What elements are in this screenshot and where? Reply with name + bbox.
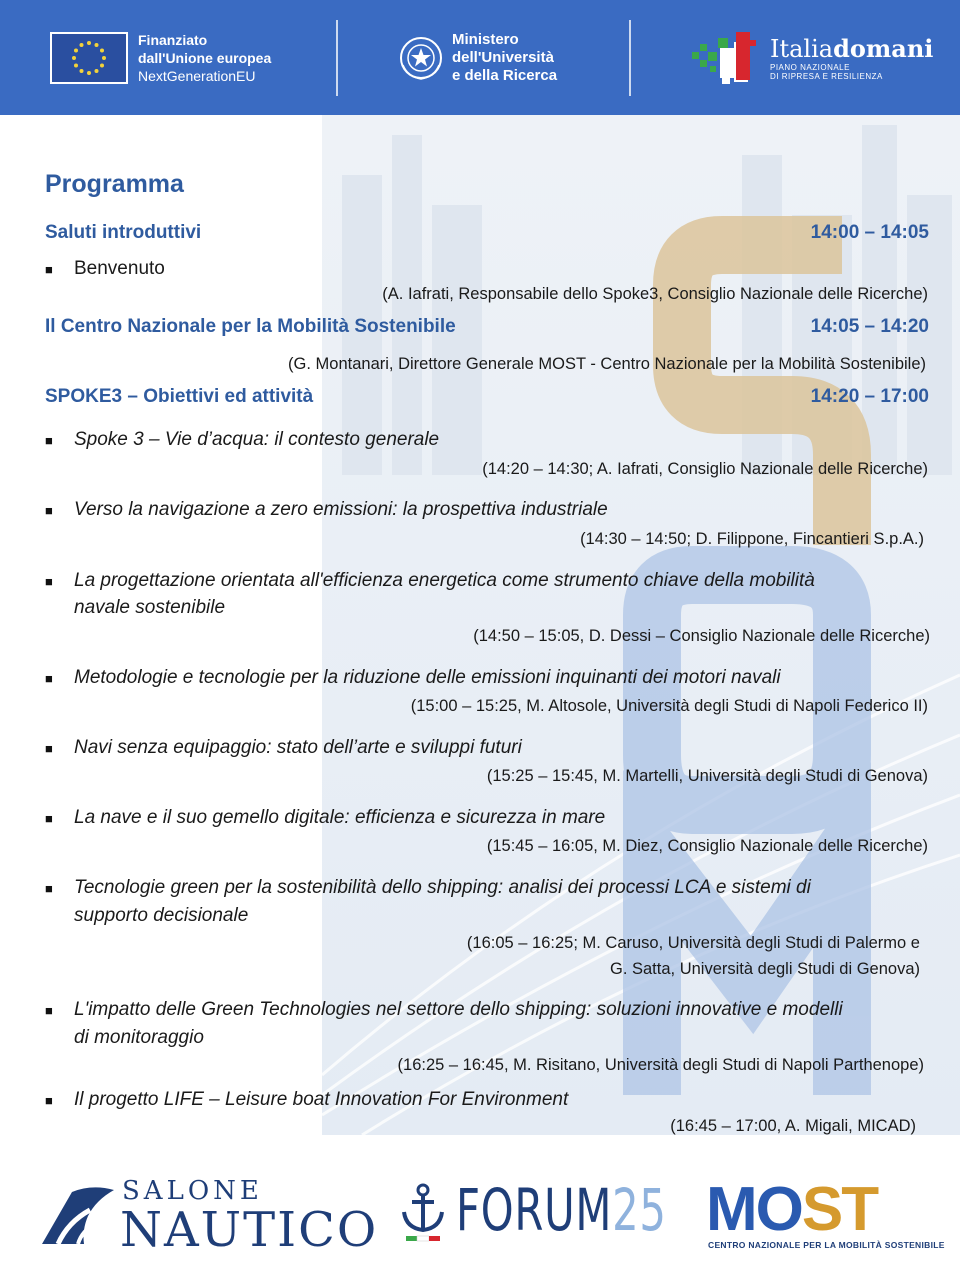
most-letters-st: ST	[801, 1175, 878, 1244]
bullet-icon: ■	[45, 433, 53, 448]
talk-title-continued: di monitoraggio	[74, 1027, 204, 1048]
forum-number: 25	[612, 1176, 667, 1244]
bullet-icon: ■	[45, 1003, 53, 1018]
section-label: SPOKE3 – Obiettivi ed attività	[45, 386, 314, 407]
speaker-credit-continued: G. Satta, Università degli Studi di Genova)	[610, 960, 920, 978]
talk-title: Verso la navigazione a zero emissioni: la prospettiva industriale	[74, 499, 608, 520]
bullet-icon: ■	[45, 503, 53, 518]
speaker-credit: (A. Iafrati, Responsabile dello Spoke3, Consiglio Nazionale delle Ricerche)	[382, 285, 928, 303]
eu-line3: NextGenerationEU	[138, 67, 256, 84]
talk-title: Tecnologie green per la sostenibilità dello shipping: analisi dei processi LCA e sistemi di	[74, 877, 811, 898]
speaker-credit: (15:00 – 15:25, M. Altosole, Università degli Studi di Napoli Federico II)	[410, 697, 928, 715]
forum-text	[456, 1176, 667, 1244]
italiadomani-sub1: PIANO NAZIONALE	[770, 62, 850, 72]
list-item: Benvenuto	[74, 258, 165, 279]
bullet-icon: ■	[45, 741, 53, 756]
talk-title-continued: navale sostenibile	[74, 597, 226, 618]
bullet-icon: ■	[45, 262, 53, 277]
ministry-line3: e della Ricerca	[452, 66, 558, 84]
section-label: Saluti introduttivi	[45, 222, 202, 243]
talk-title: L'impatto delle Green Technologies nel settore dello shipping: soluzioni innovative e modelli	[74, 999, 843, 1020]
talk-title: Il progetto LIFE – Leisure boat Innovation For Environment	[74, 1089, 569, 1110]
talk-title: Spoke 3 – Vie d’acqua: il contesto generale	[74, 429, 440, 450]
talk-title: Navi senza equipaggio: stato dell’arte e sviluppi futuri	[74, 737, 522, 758]
speaker-credit: (G. Montanari, Direttore Generale MOST - Centro Nazionale per la Mobilità Sostenibile)	[288, 355, 926, 373]
most-subtitle: CENTRO NAZIONALE PER LA MOBILITÀ SOSTENIBILE	[708, 1240, 945, 1250]
talk-title: La progettazione orientata all'efficienza energetica come strumento chiave della mobilità	[74, 570, 815, 591]
italiadomani-sub2: DI RIPRESA E RESILIENZA	[770, 71, 883, 81]
section-time: 14:20 – 17:00	[810, 386, 929, 407]
most-letter-m: M	[706, 1175, 756, 1244]
speaker-credit: (16:05 – 16:25; M. Caruso, Università degli Studi di Palermo e	[466, 934, 920, 952]
speaker-credit: (14:20 – 14:30; A. Iafrati, Consiglio Nazionale delle Ricerche)	[482, 460, 928, 478]
bullet-icon: ■	[45, 1093, 53, 1108]
most-wordmark	[706, 1175, 878, 1244]
bullet-icon: ■	[45, 671, 53, 686]
section-time: 14:05 – 14:20	[810, 316, 929, 337]
eu-line2: dall'Unione europea	[138, 49, 272, 66]
sail-icon	[38, 1182, 118, 1248]
section-label: Il Centro Nazionale per la Mobilità Sostenibile	[45, 316, 456, 337]
speaker-credit: (15:45 – 16:05, M. Diez, Consiglio Nazionale delle Ricerche)	[486, 837, 928, 855]
page-title: Programma	[45, 170, 184, 198]
italia-word: Italia	[770, 34, 834, 63]
nautico-word: NAUTICO	[120, 1202, 379, 1258]
forum-word: FORUM	[456, 1176, 613, 1244]
bullet-icon: ■	[45, 881, 53, 896]
speaker-credit: (16:45 – 17:00, A. Migali, MICAD)	[670, 1117, 916, 1135]
forum-25-logo	[400, 1176, 667, 1252]
talk-title: Metodologie e tecnologie per la riduzione delle emissioni inquinanti dei motori navali	[74, 667, 781, 688]
ministry-line1: Ministero	[452, 30, 519, 48]
domani-word: domani	[833, 33, 934, 63]
bullet-icon: ■	[45, 574, 53, 589]
most-logo	[706, 1175, 945, 1254]
speaker-credit: (16:25 – 16:45, M. Risitano, Università degli Studi di Napoli Parthenope)	[397, 1056, 924, 1074]
talk-title: La nave e il suo gemello digitale: efficienza e sicurezza in mare	[74, 807, 606, 828]
section-time: 14:00 – 14:05	[810, 222, 929, 243]
most-letter-o: O	[755, 1175, 802, 1244]
ministry-line2: dell'Università	[452, 48, 554, 66]
salone-word: SALONE	[122, 1176, 263, 1206]
salone-nautico-logo	[38, 1176, 379, 1258]
eu-line1: Finanziato	[138, 31, 208, 48]
speaker-credit: (14:30 – 14:50; D. Filippone, Fincantieri S.p.A.)	[580, 530, 924, 548]
speaker-credit: (15:25 – 15:45, M. Martelli, Università degli Studi di Genova)	[486, 767, 928, 785]
bullet-icon: ■	[45, 811, 53, 826]
talk-title-continued: supporto decisionale	[74, 905, 249, 926]
anchor-icon	[400, 1182, 446, 1244]
speaker-credit: (14:50 – 15:05, D. Dessi – Consiglio Nazionale delle Ricerche)	[473, 627, 930, 645]
